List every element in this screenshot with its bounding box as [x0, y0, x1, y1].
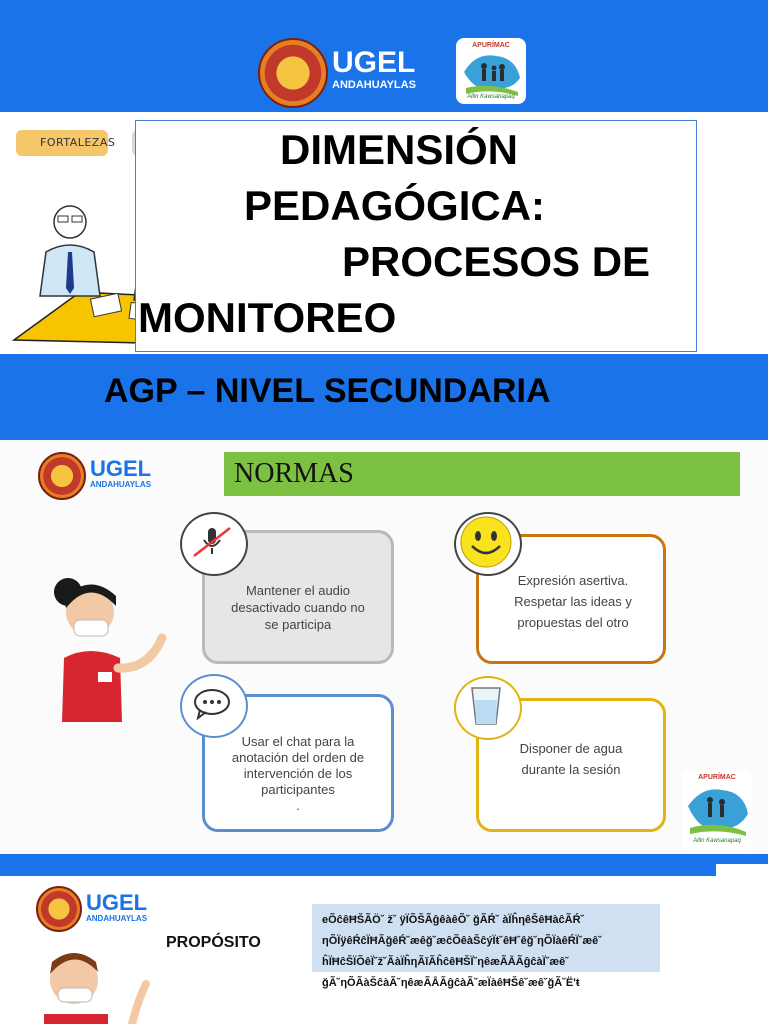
water-glass-icon — [468, 684, 504, 728]
ugel-logo-small — [90, 458, 151, 489]
norm-expression-line: propuestas del otro — [517, 615, 629, 630]
brand-name-small: UGEL — [90, 456, 152, 481]
norm-text-chat — [208, 734, 388, 814]
fortalezas-tag-label: FORTALEZAS — [40, 136, 116, 149]
norm-text-water — [484, 738, 658, 780]
boy-pointing-illustration — [30, 944, 160, 1024]
norm-chat-line: intervención de los — [243, 766, 353, 781]
ugel-seal-logo-slide3 — [36, 886, 82, 932]
apurimac-logo — [456, 38, 526, 104]
norm-text-expression — [486, 570, 660, 633]
proposito-line: ğÃ˘ηÕÃàŠĉàÃ˘ηêæÃĀÃĝĉàÃ˘æÏàêĦŠê˘æê˘ğÃ˘Ë'ŧ — [322, 977, 580, 989]
ugel-seal-logo-small — [38, 452, 86, 500]
brand-subtitle-small: ANDAHUAYLAS — [90, 480, 152, 489]
norm-chat-line: Usar el chat para la — [241, 734, 355, 749]
region-motto-small: Allin Kawsanapaq — [693, 838, 741, 844]
proposito-line: eÕĉêĦŠÃÖ˘ ž˘ ÿÏÕŠÃĝêàêÕ˘ ğÃŔ˘ àÏĥηêŠêĦàĉÃŔ˘ — [322, 914, 585, 926]
ugel-logo-slide3 — [86, 892, 147, 923]
norm-audio-line: Mantener el audio — [245, 583, 351, 598]
title-line-1: DIMENSIÓN — [280, 126, 519, 173]
proposito-label: PROPÓSITO — [166, 934, 261, 951]
chat-bubble-icon — [192, 686, 232, 722]
norm-expression-line: Respetar las ideas y — [514, 594, 632, 609]
normas-heading: NORMAS — [224, 452, 740, 496]
title-line-4: MONITOREO — [138, 294, 397, 341]
proposito-box — [312, 904, 660, 989]
slide3-corner — [716, 864, 768, 1024]
norm-expression-line: Expresión asertiva. — [517, 573, 629, 588]
mic-muted-icon — [192, 522, 232, 562]
region-name-small: APURÍMAC — [698, 774, 736, 781]
brand-subtitle-slide3: ANDAHUAYLAS — [86, 914, 148, 923]
norm-chat-line: . — [296, 798, 300, 813]
ugel-seal-logo — [258, 38, 328, 108]
smiley-icon — [458, 514, 514, 570]
proposito-line: ĥÏĦĉŠÏÕêÏ˘ž˘ÃàÏĥηÃĭÃĥĉêĦŠÏ˘ηêæÃĀÃĝĉàÏ˘æê˘ — [322, 956, 569, 968]
title-line-2: PEDAGÓGICA: — [244, 182, 546, 229]
fortalezas-tag — [16, 130, 116, 156]
ugel-logo-text — [332, 48, 416, 91]
proposito-line: ηÕÏÿêŔĉÏĦÃğêŔ˘æêğ˘æĉÕêàŠĉýÏŧ˘êĦ˘êğ˘ηÕÏàêŔÏ˘æê˘ — [322, 935, 602, 947]
region-name: APURÍMAC — [472, 42, 510, 49]
apurimac-logo-small — [682, 770, 752, 850]
norm-audio-line: desactivado cuando no — [231, 600, 365, 615]
norm-water-line: Disponer de agua — [519, 741, 623, 756]
region-motto: Allin Kawsanapaq — [467, 94, 515, 100]
norm-chat-line: anotación del orden de — [231, 750, 365, 765]
brand-name: UGEL — [332, 46, 416, 79]
divider-band — [0, 854, 768, 876]
title-line-3: PROCESOS DE — [342, 238, 651, 285]
subtitle: AGP – NIVEL SECUNDARIA — [104, 372, 551, 410]
brand-subtitle: ANDAHUAYLAS — [332, 79, 416, 91]
brand-name-slide3: UGEL — [86, 890, 148, 915]
norm-chat-line: participantes — [261, 782, 335, 797]
norm-water-line: durante la sesión — [521, 762, 621, 777]
norm-text-audio — [210, 582, 386, 633]
norm-audio-line: se participa — [264, 617, 332, 632]
girl-pointing-illustration — [38, 572, 188, 722]
